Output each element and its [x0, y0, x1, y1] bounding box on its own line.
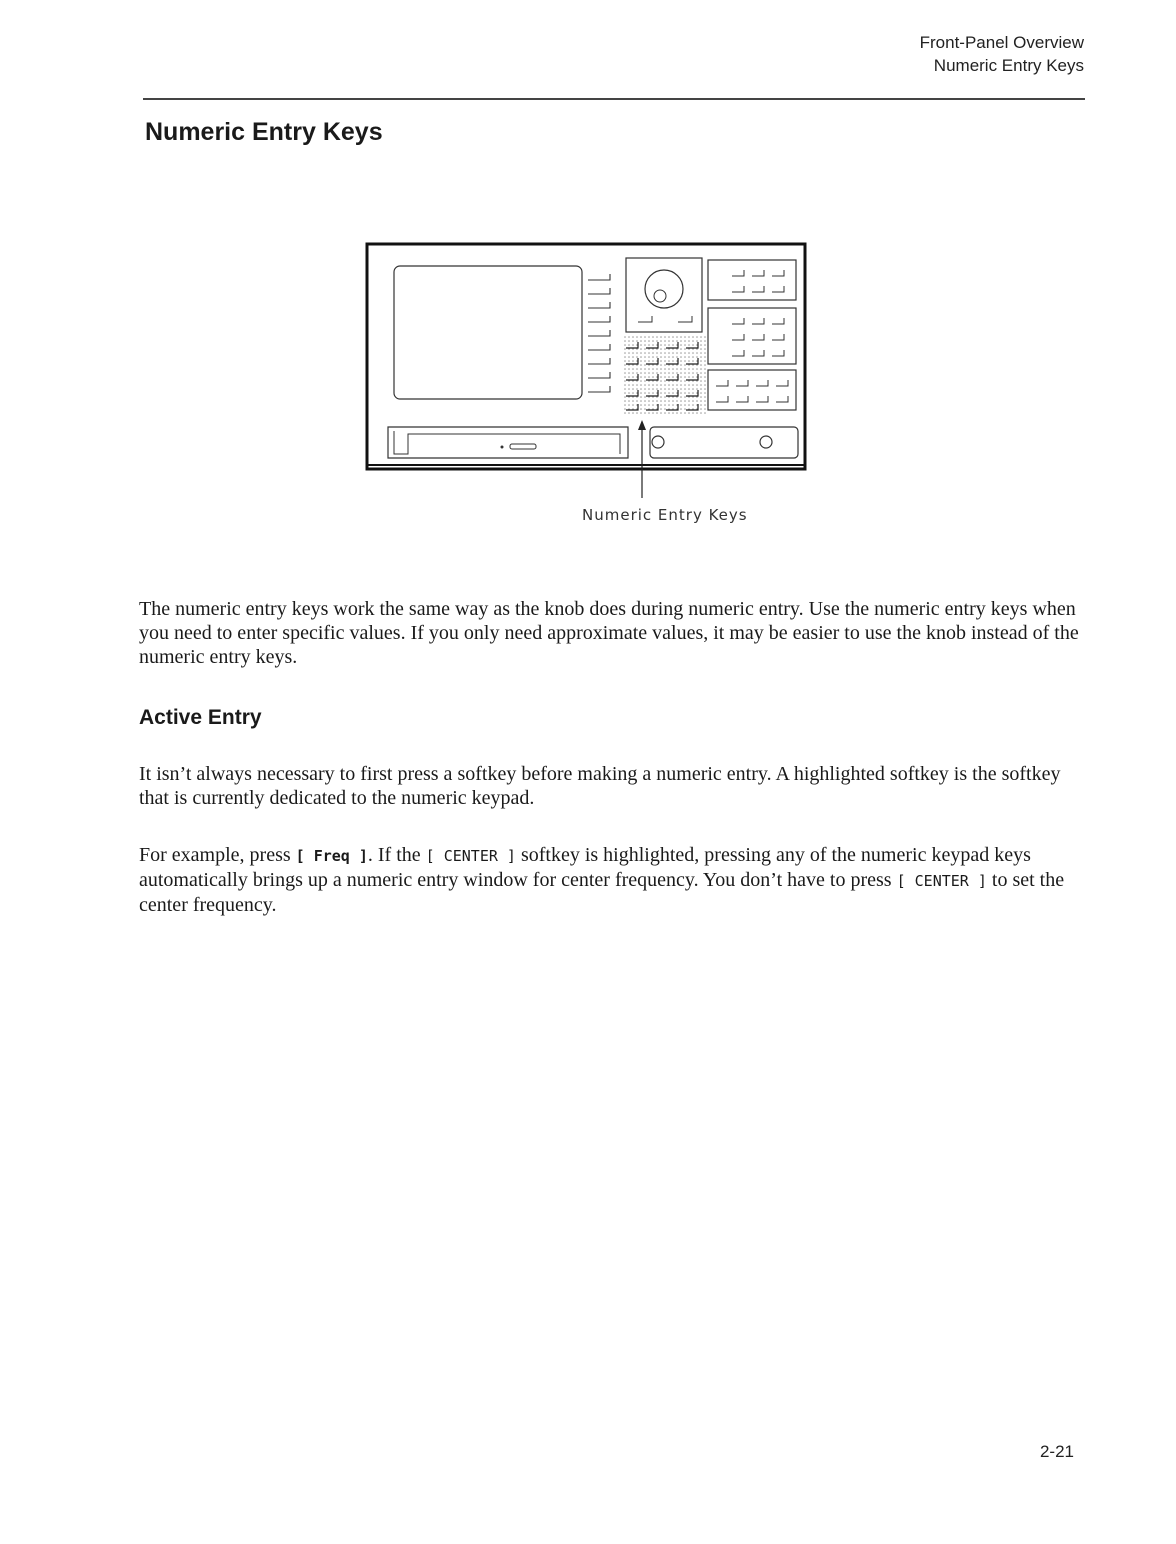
subsection-title: Active Entry — [139, 706, 262, 729]
figure-caption: Numeric Entry Keys — [582, 506, 748, 524]
key-group-3 — [708, 370, 796, 410]
instrument-front-panel-drawing — [360, 236, 820, 536]
example-paragraph — [139, 843, 1079, 917]
page-number: 2-21 — [1039, 1442, 1074, 1461]
key-group-1 — [708, 260, 796, 300]
freq-hardkey: [ Freq ] — [295, 847, 368, 865]
connector-left — [652, 436, 664, 448]
page-title: Numeric Entry Keys — [145, 118, 383, 146]
connector-right — [760, 436, 772, 448]
front-panel-figure — [360, 236, 820, 536]
example-text-4: to set the center frequency. — [139, 869, 1065, 916]
softkey-column — [588, 274, 610, 392]
callout-arrowhead — [638, 420, 646, 430]
running-header-chapter: Front-Panel Overview — [919, 33, 1084, 52]
example-text-3: softkey is highlighted, pressing any of the numeric keypad keys automatically brings up a numeric entry window for center frequency. You don’t have to press — [139, 844, 1031, 891]
example-text-1: For example, press — [139, 844, 296, 866]
center-softkey: [ CENTER ] — [425, 847, 516, 865]
bottom-strip-left — [388, 427, 628, 458]
example-text-2: . If the — [367, 844, 426, 866]
running-header — [920, 31, 1084, 77]
header-rule — [143, 98, 1085, 100]
display-screen — [394, 266, 582, 399]
center-softkey-2: [ CENTER ] — [896, 872, 987, 890]
knob-panel — [626, 258, 702, 332]
intro-paragraph: The numeric entry keys work the same way as the knob does during numeric entry. Use the numeric entry keys when you need to enter specific values. If you only need approximate values, it may be easier to use the knob instead of the numeric entry keys. — [139, 598, 1079, 668]
bottom-strip-right — [650, 427, 798, 458]
knob — [645, 270, 683, 308]
active-entry-paragraph: It isn’t always necessary to first press a softkey before making a numeric entry. A highlighted softkey is the softkey that is currently dedicated to the numeric keypad. — [139, 763, 1061, 809]
running-header-section: Numeric Entry Keys — [933, 56, 1084, 75]
